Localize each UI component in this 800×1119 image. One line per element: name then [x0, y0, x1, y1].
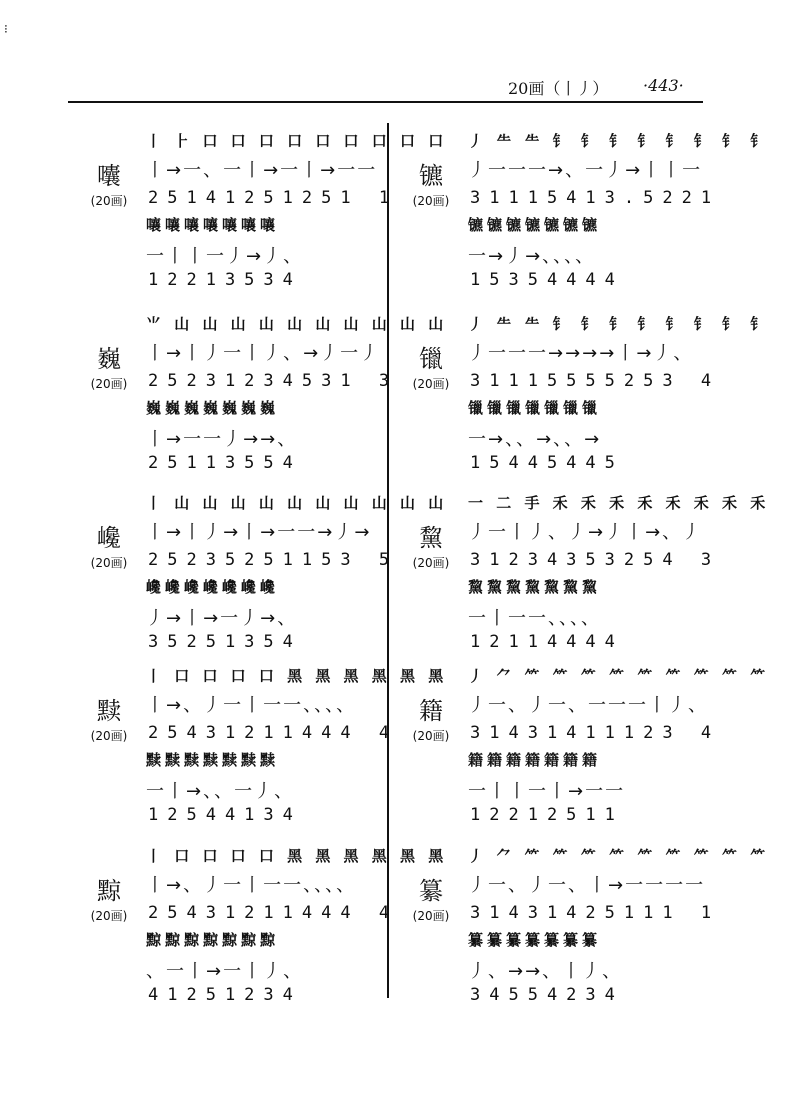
stroke-codes-row: 25141251251 1: [148, 188, 399, 208]
headword: 镳: [419, 162, 443, 190]
corner-mark: ⁝: [4, 22, 8, 36]
stroke-stages-row: 丨 ⼝ ⼝ ⼝ ⼝ ⿊ ⿊ ⿊ ⿊ ⿊ ⿊: [146, 667, 448, 685]
stroke-codes-row: 31234353254 3: [470, 550, 721, 570]
stroke-shapes-row: 丿一丨丿、丿→丿丨→、丿: [468, 522, 703, 543]
stroke-shapes-row: 丿→丨→一丿→、: [146, 608, 298, 629]
stroke-codes-row: 12544134: [148, 805, 302, 825]
stroke-codes-row: 15445445: [470, 453, 624, 473]
stroke-stages-row: 黩黩黩黩黩黩黩: [146, 751, 280, 769]
entry-0: [78, 130, 448, 298]
stroke-shapes-row: 一丨丨一丨→一一: [468, 781, 626, 802]
page-title: 20画（丨丿）: [508, 79, 609, 98]
headword: 囔: [97, 162, 121, 190]
stroke-count: (20画): [90, 556, 128, 570]
stroke-count: (20画): [412, 194, 450, 208]
stroke-codes-row: 25431211444 4: [148, 903, 399, 923]
stroke-count: (20画): [412, 909, 450, 923]
stroke-codes-row: 41251234: [148, 985, 302, 1005]
entry-3: [78, 665, 448, 833]
stroke-shapes-row: 丿一一一→→→→丨→丿、: [468, 343, 694, 364]
stroke-stages-row: 丨 ⺊ ⼝ ⼝ ⼝ ⼝ ⼝ ⼝ ⼝ ⼝ ⼝: [146, 132, 448, 150]
stroke-shapes-row: 丿一一一→、一丿→丨丨一: [468, 160, 703, 181]
page-header: [68, 74, 700, 102]
entry-8: [400, 665, 770, 833]
stroke-count: (20画): [412, 556, 450, 570]
stroke-codes-row: 25113554: [148, 453, 302, 473]
headword: 纂: [419, 877, 443, 905]
entry-4: [78, 845, 448, 1013]
stroke-codes-row: 31431425111 1: [470, 903, 721, 923]
stroke-codes-row: 35251354: [148, 632, 302, 652]
headword: 黧: [419, 524, 443, 552]
stroke-shapes-row: 、一丨→一丨丿、: [146, 961, 304, 982]
stroke-stages-row: 黧黧黧黧黧黧黧: [468, 578, 602, 596]
stroke-codes-row: 31115413.5221: [470, 188, 721, 208]
stroke-stages-row: 丨 ⼝ ⼝ ⼝ ⼝ ⿊ ⿊ ⿊ ⿊ ⿊ ⿊: [146, 847, 448, 865]
stroke-codes-row: 25231234531 3: [148, 371, 399, 391]
stroke-count: (20画): [90, 377, 128, 391]
stroke-stages-row: 镳镳镳镳镳镳镳: [468, 216, 602, 234]
stroke-codes-row: 31115555253 4: [470, 371, 721, 391]
stroke-stages-row: 镴镴镴镴镴镴镴: [468, 399, 602, 417]
stroke-shapes-row: 一丨丨一丿→丿、: [146, 246, 304, 267]
stroke-shapes-row: 丨→一、一丨→一丨→一一: [146, 160, 378, 181]
entry-1: [78, 313, 448, 481]
stroke-shapes-row: 丿、→→、丨丿、: [468, 961, 623, 982]
headword: 巉: [97, 524, 121, 552]
page-number: ·443·: [643, 76, 684, 95]
entry-7: [400, 492, 770, 660]
stroke-count: (20画): [90, 729, 128, 743]
stroke-codes-row: 25235251153 5: [148, 550, 399, 570]
stroke-stages-row: 黥黥黥黥黥黥黥: [146, 931, 280, 949]
header-rule: [68, 101, 703, 103]
stroke-stages-row: 丨 ⼭ ⼭ ⼭ ⼭ ⼭ ⼭ ⼭ ⼭ ⼭ ⼭: [146, 494, 448, 512]
stroke-count: (20画): [412, 729, 450, 743]
stroke-shapes-row: 丿一、丿一、丨→一一一一: [468, 875, 706, 896]
stroke-codes-row: 12213534: [148, 270, 302, 290]
entry-2: [78, 492, 448, 660]
headword: 黩: [97, 697, 121, 725]
stroke-stages-row: 一 ⼆ ⼿ ⽲ ⽲ ⽲ ⽲ ⽲ ⽲ ⽲ ⽲: [468, 494, 770, 512]
stroke-stages-row: 丿 ⺧ ⺧ ⻐ ⻐ ⻐ ⻐ ⻐ ⻐ ⻐ ⻐: [468, 132, 770, 150]
stroke-shapes-row: 丨→丨丿一丨丿、→丿一丿: [146, 343, 381, 364]
stroke-count: (20画): [412, 377, 450, 391]
stroke-codes-row: 31431411123 4: [470, 723, 721, 743]
entry-5: [400, 130, 770, 298]
stroke-count: (20画): [90, 909, 128, 923]
stroke-shapes-row: 丿一、丿一、一一一丨丿、: [468, 695, 708, 716]
stroke-stages-row: 丿 ⺈ ⺮ ⺮ ⺮ ⺮ ⺮ ⺮ ⺮ ⺮ ⺮: [468, 847, 770, 865]
stroke-shapes-row: 一→、、→、、→: [468, 429, 602, 450]
stroke-stages-row: 巉巉巉巉巉巉巉: [146, 578, 280, 596]
stroke-codes-row: 34554234: [470, 985, 624, 1005]
stroke-stages-row: 纂纂纂纂纂纂纂: [468, 931, 602, 949]
stroke-stages-row: 丿 ⺧ ⺧ ⻐ ⻐ ⻐ ⻐ ⻐ ⻐ ⻐ ⻐: [468, 315, 770, 333]
stroke-shapes-row: 丨→一一丿→→、: [146, 429, 298, 450]
stroke-stages-row: 籍籍籍籍籍籍籍: [468, 751, 602, 769]
stroke-shapes-row: 一丨一一、、、、: [468, 608, 601, 629]
stroke-shapes-row: 一丨→、、一丿、: [146, 781, 295, 802]
entry-6: [400, 313, 770, 481]
stroke-count: (20画): [90, 194, 128, 208]
headword: 黥: [97, 877, 121, 905]
stroke-stages-row: 巍巍巍巍巍巍巍: [146, 399, 280, 417]
entry-9: [400, 845, 770, 1013]
stroke-codes-row: 12114444: [470, 632, 624, 652]
stroke-shapes-row: 丨→、丿一丨一一、、、、: [146, 875, 357, 896]
stroke-shapes-row: 丨→、丿一丨一一、、、、: [146, 695, 357, 716]
stroke-codes-row: 12212511: [470, 805, 624, 825]
stroke-shapes-row: 丨→丨丿→丨→一一→丿→: [146, 522, 372, 543]
headword: 巍: [97, 345, 121, 373]
stroke-stages-row: 嚷嚷嚷嚷嚷嚷嚷: [146, 216, 280, 234]
stroke-stages-row: ⺌ ⼭ ⼭ ⼭ ⼭ ⼭ ⼭ ⼭ ⼭ ⼭ ⼭: [146, 315, 448, 333]
stroke-codes-row: 15354444: [470, 270, 624, 290]
headword: 籍: [419, 697, 443, 725]
stroke-shapes-row: 一→丿→、、、、: [468, 246, 596, 267]
stroke-codes-row: 25431211444 4: [148, 723, 399, 743]
stroke-stages-row: 丿 ⺈ ⺮ ⺮ ⺮ ⺮ ⺮ ⺮ ⺮ ⺮ ⺮: [468, 667, 770, 685]
headword: 镴: [419, 345, 443, 373]
